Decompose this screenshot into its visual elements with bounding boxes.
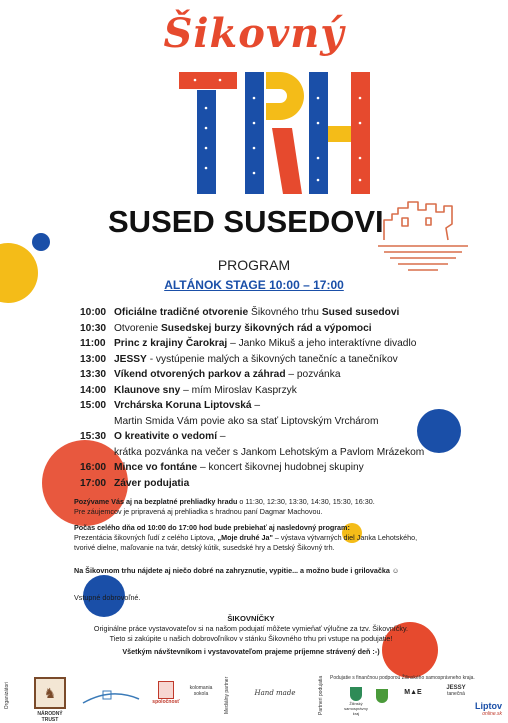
schedule-time: 14:00 — [80, 384, 107, 396]
schedule-event: Vrchárska Koruna Liptovská – — [114, 400, 261, 411]
sikovnicky-title: ŠIKOVNÍČKY — [227, 614, 275, 623]
schedule-event: krátka pozvánka na večer s Jankom Lehotským a Pavlom Mrázekom — [114, 446, 425, 458]
stage-label-text: ALTÁNOK STAGE 10:00 – 17:00 — [164, 278, 344, 292]
footer-logos — [0, 675, 508, 723]
zilina-logo: Žilinský samosprávny kraj — [342, 687, 370, 716]
schedule-row — [80, 460, 480, 476]
schedule-time: 10:00 — [80, 307, 107, 318]
schedule-time: 17:00 — [80, 477, 107, 489]
hand-made-logo: Hand made — [254, 689, 296, 697]
thanks-line: Všetkým návštevníkom i vystavovateľom prajeme príjemne strávený deň :-) — [122, 647, 380, 656]
schedule-event: Oficiálne tradičné otvorenie Šikovného trhu Sused susedovi — [114, 307, 400, 318]
schedule-time: 13:30 — [80, 369, 107, 380]
liptov-online-logo: Liptov online.sk — [475, 701, 502, 717]
schedule-row — [80, 321, 480, 337]
schedule-row — [80, 476, 480, 492]
decor-circle-yellow-left — [0, 243, 38, 303]
schedule-event: Otvorenie Susedskej burzy šikovných rád a výpomoci — [114, 322, 372, 334]
schedule-row — [80, 336, 480, 352]
schedule-time — [80, 414, 114, 430]
schedule-row — [80, 305, 480, 321]
script-title: Šikovný — [163, 10, 345, 57]
support-text: Podujatie s finančnou podporou Žilinského samosprávneho kraja. — [330, 675, 475, 681]
spolocnost-logo: spoločnosť — [150, 681, 182, 705]
kolomania-logo: kolomania sokola — [189, 685, 213, 697]
schedule-time: 10:30 — [80, 322, 107, 334]
schedule-time: 11:00 — [80, 338, 106, 349]
schedule-time: 15:30 — [80, 431, 107, 442]
trh-logo — [175, 68, 375, 198]
schedule-event: Martin Smida Vám povie ako sa stať Liptovským Vrchárom — [114, 415, 379, 427]
schedule-row — [80, 429, 480, 445]
all-day-program-info: Počas celého dňa od 10:00 do 17:00 hod bude prebiehať aj nasledovný program: Prezentácia šikovných ľudí z celého Liptova, „Moje druhé Ja" – výstava výtvarných diel Janka Lehotského, tvorivé dielne, maľovanie na tvár, detský kútik, susedské hry a Detský Šikovný trh. — [74, 523, 418, 552]
schedule-row — [80, 398, 480, 414]
schedule-time: 13:00 — [80, 353, 107, 365]
program-label: PROGRAM — [217, 257, 291, 273]
stage-label — [0, 278, 508, 292]
schedule-row — [80, 383, 480, 399]
schedule-time: 16:00 — [80, 462, 107, 473]
schedule-time — [80, 445, 114, 461]
schedule-row — [80, 445, 480, 461]
schedule-event: Princ z krajiny Čarokraj – Janko Mikuš a jeho interaktívne divadlo — [114, 338, 417, 349]
schedule-row — [80, 367, 480, 383]
castle-tours-info: Pozývame Vás aj na bezplatné prehliadky hradu o 11:30, 12:30, 13:30, 14:30, 15:30, 16:30. Pre záujemcov je pripravená aj prehliadka s hradnou paní Dagmar Machovou. — [74, 497, 375, 516]
jessy-logo: JESSY tanečná — [446, 685, 466, 697]
schedule-row — [80, 414, 480, 430]
media-partner-label: Mediálny partner — [224, 676, 230, 714]
narodny-trust-logo: ♞ NÁRODNÝ TRUST — [30, 677, 70, 723]
schedule-row — [80, 352, 480, 368]
organizers-label: Organizátori — [4, 682, 10, 710]
mne-logo: M▲E — [404, 689, 422, 696]
partners-label: Partneri podujatia — [318, 675, 324, 715]
sikovnicky-section: ŠIKOVNÍČKY Originálne práce vystavovateľov si na našom podujatí môžete vymieňať výlučne za tzv. Šikovníčky. Tieto si zakúpite u našich dobrovoľníkov v stánku Šikovného trhu pri vstupe na podujatie! Všetkým návštevníkom i vystavovateľom prajeme príjemne strávený deň :-) — [66, 614, 436, 657]
coat-of-arms-icon — [374, 689, 390, 703]
castle-logo — [80, 685, 142, 709]
schedule-list — [80, 305, 480, 491]
schedule-event: Mince vo fontáne – koncert šikovnej hudobnej skupiny — [114, 462, 364, 473]
schedule-event: Klaunove sny – mím Miroslav Kasprzyk — [114, 384, 297, 396]
decor-circle-blue-small — [32, 233, 50, 251]
schedule-event: JESSY - vystúpenie malých a šikovných tanečníc a tanečníkov — [114, 353, 398, 365]
schedule-event: Víkend otvorených parkov a záhrad – pozvánka — [114, 369, 341, 380]
schedule-time: 15:00 — [80, 400, 107, 411]
schedule-event: O kreativite o vedomí – — [114, 431, 226, 442]
entry-info: Vstupné dobrovoľné. — [74, 593, 141, 602]
schedule-event: Záver podujatia — [114, 477, 190, 489]
food-info: Na Šikovnom trhu nájdete aj niečo dobré na zahryznutie, vypitie... a možno bude i grilovačka ☺ — [74, 566, 400, 575]
event-name: SUSED SUSEDOVI — [108, 204, 384, 239]
